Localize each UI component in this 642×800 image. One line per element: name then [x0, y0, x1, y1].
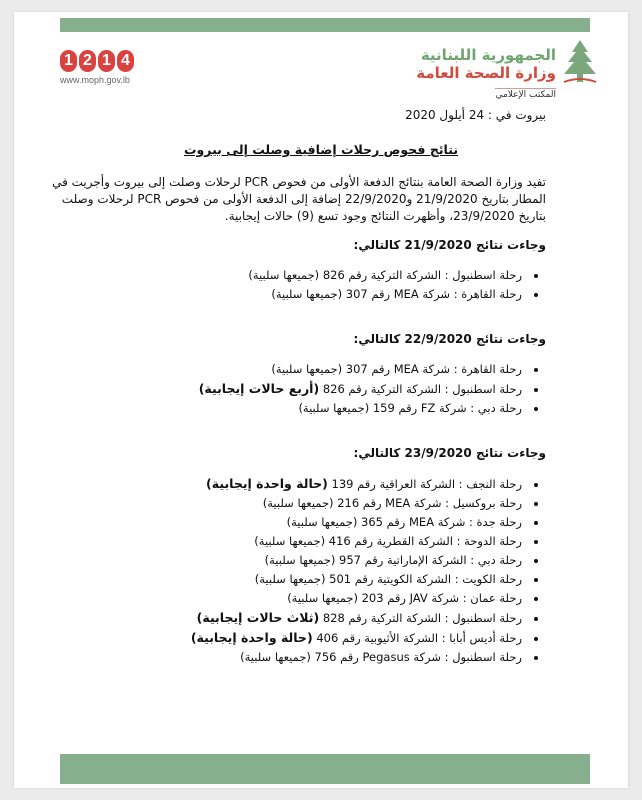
top-green-bar: [60, 18, 590, 32]
list-item: [199, 360, 524, 379]
flight-text: رحلة أديس أبابا : الشركة الأثيوبية رقم 406: [312, 631, 522, 645]
document-title: نتائج فحوص رحلات إضافية وصلت إلى بيروت: [183, 142, 459, 157]
flight-result-positive: (ثلاث حالات إيجابية): [196, 610, 320, 625]
flight-text: رحلة اسطنبول : شركة Pegasus رقم 756: [310, 650, 522, 664]
flight-text: رحلة النجف : الشركة العراقية رقم 139: [327, 477, 522, 491]
flight-result: (جميعها سلبية): [240, 650, 311, 664]
flight-result-positive: (حالة واحدة إيجابية): [206, 476, 328, 491]
website-text: www.moph.gov.lb: [60, 75, 130, 85]
flight-text: رحلة دبي : شركة FZ رقم 159: [369, 401, 522, 415]
document-date: بيروت في : 24 أيلول 2020: [405, 108, 546, 122]
flight-text: رحلة عمان : شركة JAV رقم 203: [357, 591, 522, 605]
list-item: [248, 285, 524, 304]
flight-text: رحلة الكويت : الشركة الكويتية رقم 501: [325, 572, 522, 586]
list-item: [248, 266, 524, 285]
hotline-logo: [60, 50, 134, 85]
list-item: [191, 570, 524, 589]
list-item: [191, 608, 524, 628]
bottom-green-bar: [60, 754, 590, 784]
list-item: [199, 379, 524, 399]
flight-result: (جميعها سلبية): [254, 534, 326, 548]
flight-text: رحلة اسطنبول : الشركة التركية رقم 828: [319, 611, 522, 625]
list-item: [191, 551, 524, 570]
flight-result: (جميعها سلبية): [262, 496, 334, 510]
flight-list: [199, 360, 540, 418]
ministry-logo-text: [416, 46, 556, 101]
flight-result: (جميعها سلبية): [287, 591, 358, 605]
list-item: [191, 589, 524, 608]
flight-list: [191, 474, 540, 667]
flight-result: (جميعها سلبية): [271, 362, 343, 376]
list-item: [191, 648, 524, 667]
list-item: [191, 513, 524, 532]
flight-text: رحلة بروكسيل : شركة MEA رقم 216: [333, 496, 522, 510]
flight-text: رحلة دبي : الشركة الإماراتية رقم 957: [335, 553, 522, 567]
flight-text: رحلة الدوحة : الشركة القطرية رقم 416: [325, 534, 522, 548]
hotline-digit: 2: [79, 50, 96, 72]
section-heading: وجاءت نتائج 23/9/2020 كالتالي:: [353, 446, 546, 460]
flight-result: (جميعها سلبية): [271, 287, 343, 301]
flight-result: (جميعها سلبية): [298, 401, 370, 415]
flight-text: رحلة اسطنبول : الشركة التركية رقم 826: [319, 268, 522, 282]
office-name: المكتب الإعلامي: [495, 90, 556, 100]
flight-result: (جميعها سلبية): [264, 553, 336, 567]
section-heading: وجاءت نتائج 21/9/2020 كالتالي:: [353, 238, 546, 252]
flight-result: (جميعها سلبية): [286, 515, 358, 529]
flight-result-positive: (أربع حالات إيجابية): [198, 381, 320, 396]
hotline-digit: 1: [98, 50, 115, 72]
list-item: [191, 628, 524, 648]
document-page: [14, 12, 628, 788]
flight-result: (جميعها سلبية): [248, 268, 320, 282]
hotline-digit: 4: [117, 50, 134, 72]
flight-result-positive: (حالة واحدة إيجابية): [190, 630, 313, 645]
flight-result: (جميعها سلبية): [254, 572, 326, 586]
flight-text: رحلة اسطنبول : الشركة التركية رقم 826: [319, 382, 522, 396]
list-item: [199, 399, 524, 418]
flight-list: [248, 266, 540, 304]
flight-text: رحلة القاهرة : شركة MEA رقم 307: [342, 362, 522, 376]
hotline-digit: 1: [60, 50, 77, 72]
list-item: [191, 532, 524, 551]
list-item: [191, 494, 524, 513]
section-heading: وجاءت نتائج 22/9/2020 كالتالي:: [353, 332, 546, 346]
cedar-icon: [558, 38, 602, 86]
republic-name: الجمهورية اللبنانية: [420, 46, 556, 64]
flight-text: رحلة جدة : شركة MEA رقم 365: [357, 515, 522, 529]
intro-paragraph: تفيد وزارة الصحة العامة بنتائج الدفعة الأولى من فحوص PCR لرحلات وصلت إلى بيروت وأجريت في المطار بتاريخ 21/9/2020 و22/9/2020 إضافة إلى الدفعة الأولى من فحوص PCR لرحلات وصلت بتاريخ 23/9/2020، وأظهرت النتائج وجود تسع (9) حالات إيجابية.: [52, 175, 546, 223]
ministry-name: وزارة الصحة العامة: [416, 64, 556, 82]
list-item: [191, 474, 524, 494]
flight-text: رحلة القاهرة : شركة MEA رقم 307: [342, 287, 522, 301]
